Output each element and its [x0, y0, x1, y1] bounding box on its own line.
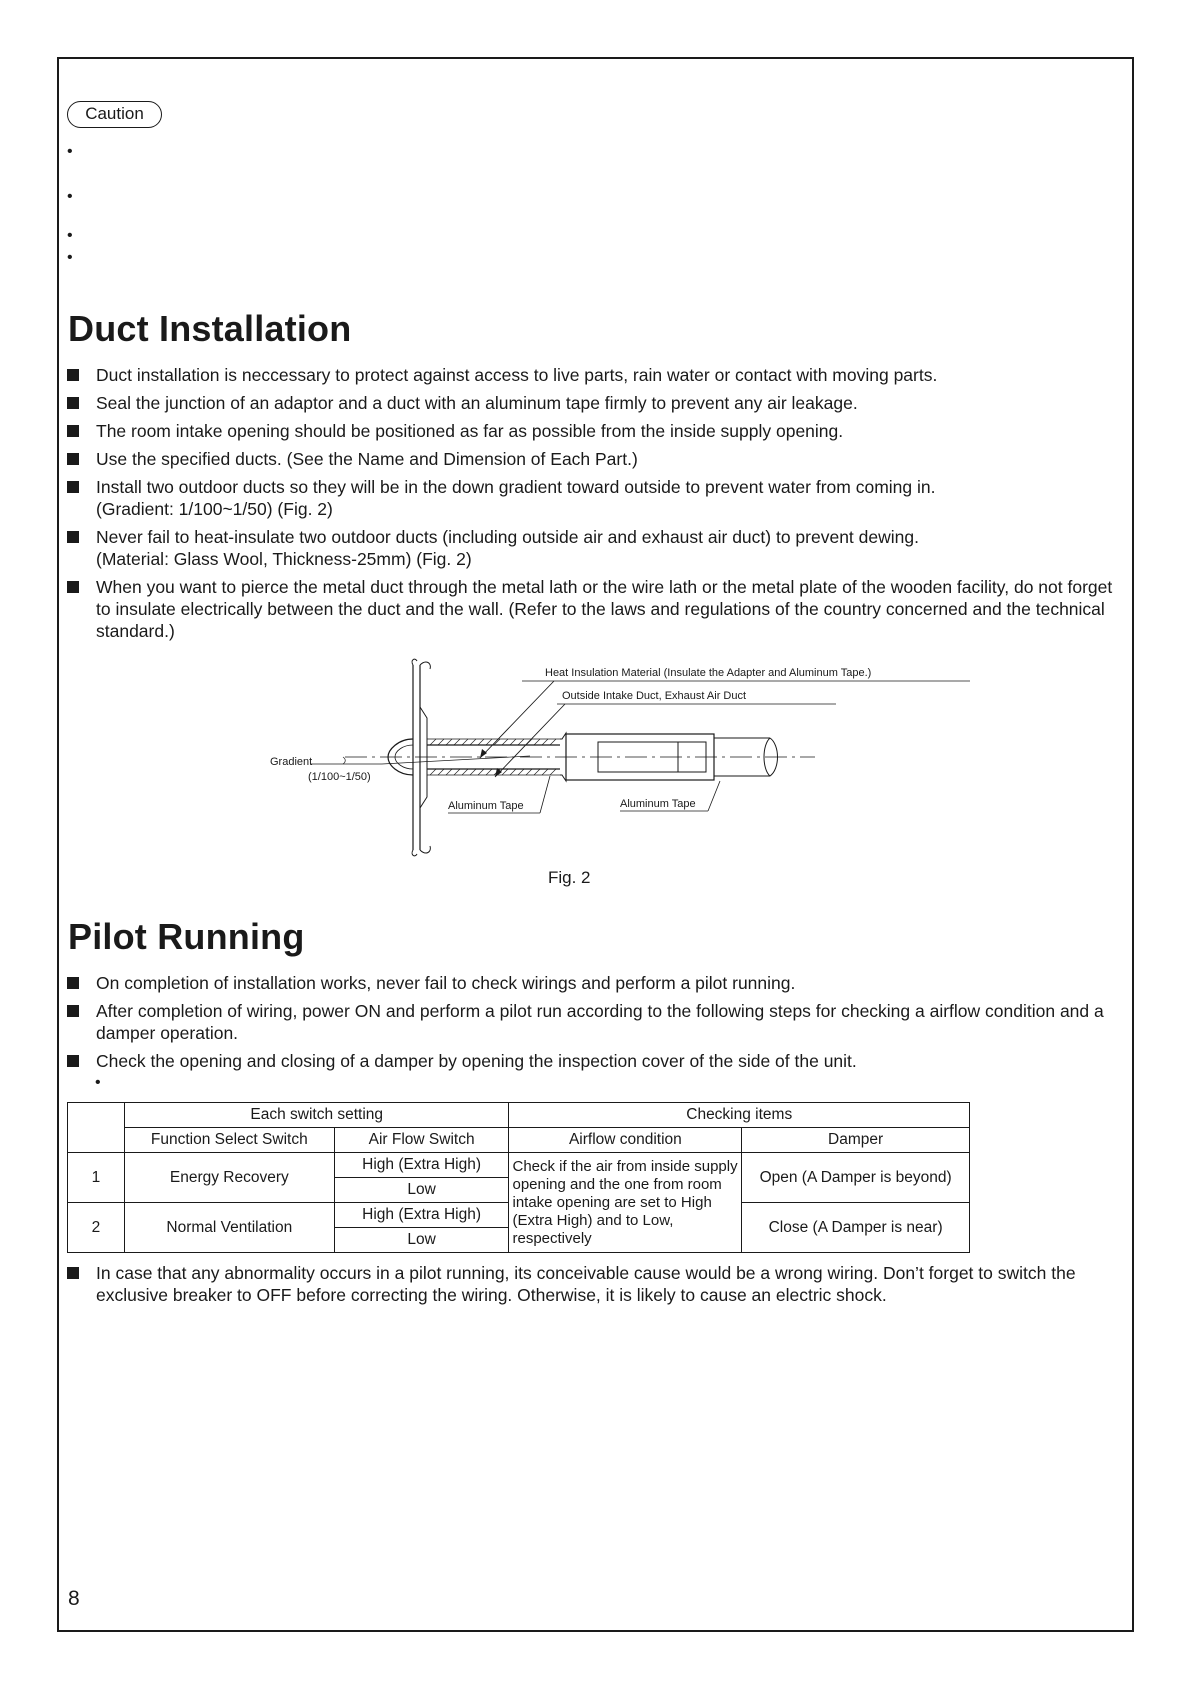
pilot-running-table	[67, 1102, 970, 1253]
square-bullet-icon	[67, 581, 79, 593]
list-item-text: On completion of installation works, never fail to check wirings and perform a pilot running.	[96, 973, 796, 993]
caution-badge: Caution	[67, 101, 162, 128]
table-cell-function: Energy Recovery	[124, 1153, 334, 1203]
table-group-header: Checking items	[509, 1103, 970, 1128]
list-item	[67, 476, 1127, 520]
table-cell-damper: Open (A Damper is beyond)	[742, 1153, 970, 1203]
pilot-sub-bullet	[96, 1083, 102, 1089]
wall-break-icon	[412, 659, 417, 665]
tape-pointer	[708, 781, 720, 811]
list-item	[67, 972, 1127, 994]
section-title-duct-installation: Duct Installation	[68, 308, 352, 349]
wall-break-icon	[412, 850, 417, 856]
list-item-text: After completion of wiring, power ON and perform a pilot run according to the following steps for checking a airflow condition and a damper operation.	[96, 1001, 1104, 1043]
square-bullet-icon	[67, 397, 79, 409]
gradient-value-label: (1/100~1/50)	[308, 771, 371, 783]
square-bullet-icon	[67, 369, 79, 381]
section-title-pilot-running: Pilot Running	[68, 916, 305, 957]
square-bullet-icon	[67, 1005, 79, 1017]
wall-break-icon	[420, 662, 430, 669]
table-group-header-row	[68, 1103, 970, 1128]
list-item	[67, 526, 1127, 570]
table-group-header: Each switch setting	[124, 1103, 509, 1128]
list-item-text: The room intake opening should be positioned as far as possible from the inside supply opening.	[96, 421, 844, 441]
list-item-text: Never fail to heat-insulate two outdoor ducts (including outside air and exhaust air duct) to prevent dewing.	[96, 527, 919, 547]
duct-installation-list	[67, 364, 1127, 642]
square-bullet-icon	[67, 531, 79, 543]
insulation-label: Heat Insulation Material (Insulate the Adapter and Aluminum Tape.)	[545, 667, 872, 679]
list-item	[67, 448, 1127, 470]
tape-pointer	[540, 776, 550, 813]
square-bullet-icon	[67, 1267, 79, 1279]
pilot-running-list	[67, 972, 1127, 1072]
table-header-row	[68, 1128, 970, 1153]
page-number: 8	[68, 1587, 80, 1610]
table-cell-airflow: Low	[334, 1228, 509, 1253]
list-item	[67, 1050, 1127, 1072]
pilot-running-final-list	[67, 1262, 1127, 1306]
table-cell-airflow: High (Extra High)	[334, 1153, 509, 1178]
figure-caption: Fig. 2	[548, 868, 591, 887]
tape-label-right: Aluminum Tape	[620, 798, 696, 810]
caution-bullet	[68, 236, 74, 242]
list-item	[67, 392, 1127, 414]
insulation-pointer	[480, 681, 554, 758]
table-cell-airflow: Low	[334, 1178, 509, 1203]
table-column-header: Air Flow Switch	[334, 1128, 509, 1153]
wall-flange	[420, 707, 427, 808]
list-item-text: In case that any abnormality occurs in a pilot running, its conceivable cause would be a wrong wiring. Don’t forget to switch the exclusive breaker to OFF before correcting the wiring. Otherwise, it is likely to cause an electric shock.	[96, 1263, 1076, 1305]
duct-installation-diagram	[270, 655, 980, 860]
gradient-angle-icon	[343, 757, 345, 764]
square-bullet-icon	[67, 425, 79, 437]
duct-label: Outside Intake Duct, Exhaust Air Duct	[562, 690, 747, 702]
table-column-header: Airflow condition	[509, 1128, 742, 1153]
list-item-note: (Material: Glass Wool, Thickness-25mm) (Fig. 2)	[96, 549, 472, 569]
caution-bullet	[68, 258, 74, 264]
table-row	[68, 1153, 970, 1178]
caution-bullet	[68, 197, 74, 203]
square-bullet-icon	[67, 481, 79, 493]
list-item-text: Install two outdoor ducts so they will be in the down gradient toward outside to prevent water from coming in.	[96, 477, 936, 497]
table-corner-cell	[68, 1103, 125, 1153]
table-column-header: Damper	[742, 1128, 970, 1153]
tape-label-left: Aluminum Tape	[448, 800, 524, 812]
list-item-text: When you want to pierce the metal duct through the metal lath or the wire lath or the metal plate of the wooden facility, do not forget to insulate electrically between the duct and the wall. (Refer to the laws and regulations of the country concerned and the technical standard.)	[96, 577, 1113, 641]
list-item	[67, 1262, 1127, 1306]
table-column-header: Function Select Switch	[124, 1128, 334, 1153]
list-item	[67, 420, 1127, 442]
list-item-text: Duct installation is neccessary to protect against access to live parts, rain water or contact with moving parts.	[96, 365, 938, 385]
list-item-note: (Gradient: 1/100~1/50) (Fig. 2)	[96, 499, 333, 519]
caution-bullet	[68, 152, 74, 158]
table-cell-number: 1	[68, 1153, 125, 1203]
square-bullet-icon	[67, 977, 79, 989]
square-bullet-icon	[67, 453, 79, 465]
table-cell-airflow-condition: Check if the air from inside supply opening and the one from room intake opening are set to High (Extra High) and to Low, respectively	[509, 1153, 742, 1253]
table-cell-number: 2	[68, 1203, 125, 1253]
table-cell-airflow: High (Extra High)	[334, 1203, 509, 1228]
gradient-label: Gradient	[270, 756, 313, 768]
list-item	[67, 364, 1127, 386]
list-item-text: Check the opening and closing of a damper by opening the inspection cover of the side of the unit.	[96, 1051, 857, 1071]
list-item	[67, 1000, 1127, 1044]
list-item	[67, 576, 1127, 642]
list-item-text: Use the specified ducts. (See the Name and Dimension of Each Part.)	[96, 449, 638, 469]
wall-break-icon	[420, 846, 430, 853]
list-item-text: Seal the junction of an adaptor and a duct with an aluminum tape firmly to prevent any air leakage.	[96, 393, 858, 413]
square-bullet-icon	[67, 1055, 79, 1067]
table-cell-function: Normal Ventilation	[124, 1203, 334, 1253]
table-cell-damper: Close (A Damper is near)	[742, 1203, 970, 1253]
